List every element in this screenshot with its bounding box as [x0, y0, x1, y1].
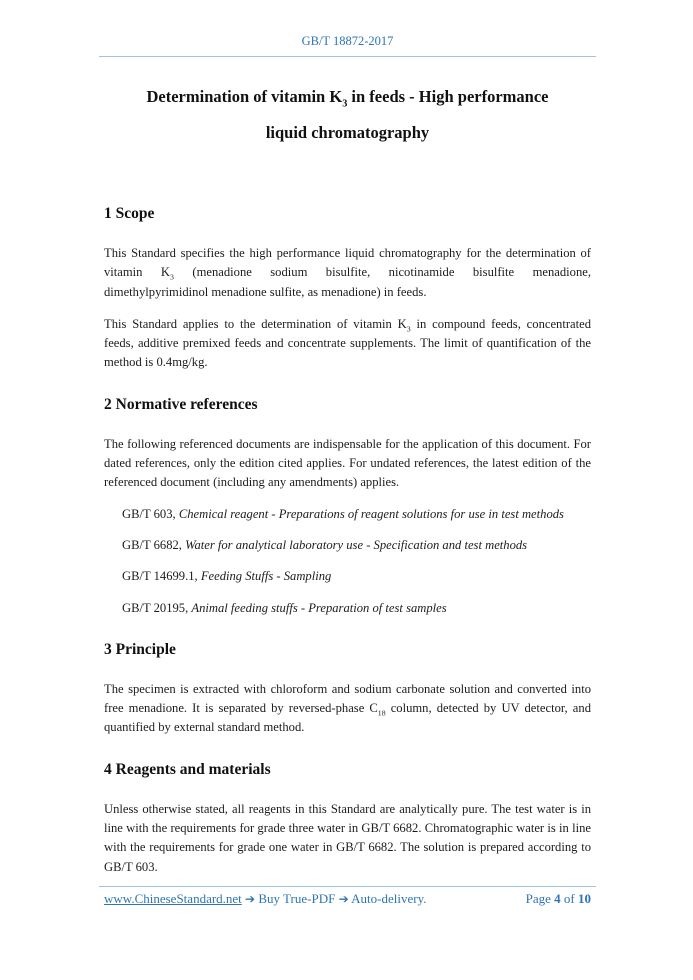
subscript: 18: [377, 708, 386, 718]
reference-code: GB/T 603,: [122, 506, 176, 521]
text-run: column, detected by UV detector, and quantified by external standard method.: [104, 701, 591, 735]
page-footer: [104, 890, 591, 908]
scope-paragraph-2: [104, 315, 591, 373]
reference-code: GB/T 6682,: [122, 537, 182, 552]
footer-action-delivery: Auto-delivery.: [351, 890, 427, 906]
right-arrow-icon: ➔: [338, 891, 349, 906]
reference-item: [104, 567, 591, 586]
reference-title: Chemical reagent - Preparations of reagent solutions for use in test methods: [178, 506, 564, 521]
page-current: 4: [554, 890, 561, 906]
reference-title: Water for analytical laboratory use - Specification and test methods: [185, 537, 528, 552]
subscript: 3: [406, 324, 411, 334]
section-heading-reagents: 4 Reagents and materials: [104, 760, 271, 778]
title-text: Determination of vitamin K: [146, 87, 343, 106]
page-of-label: of: [563, 890, 575, 906]
title-line-2: liquid chromatography: [265, 123, 430, 142]
subscript: 3: [170, 272, 174, 282]
page-total: 10: [578, 890, 591, 906]
right-arrow-icon: ➔: [245, 891, 256, 906]
scope-paragraph-1: [104, 244, 591, 302]
text-run: in compound feeds, concentrated feeds, additive premixed feeds and concentrate supplements. The limit of quantification of the method is 0.4mg/kg.: [104, 316, 592, 370]
reagents-paragraph-1: Unless otherwise stated, all reagents in this Standard are analytically pure. The test water is in line with the requirements for grade three water in GB/T 6682. Chromatographic water is in line with the requirements for grade one water in GB/T 6682. The solution is prepared according to GB/T 603.: [104, 801, 591, 874]
footer-action-buy: Buy True-PDF: [258, 890, 336, 906]
reference-item: [104, 536, 591, 555]
section-heading-normative-references: 2 Normative references: [104, 395, 258, 413]
reference-item: [104, 599, 591, 618]
section-heading-scope: 1 Scope: [104, 205, 155, 222]
header-divider: [99, 56, 596, 57]
title-text: in feeds - High performance: [347, 87, 549, 106]
text-run: The specimen is extracted with chloroform and sodium carbonate solution and converted into free menadione. It is separated by reversed-phase C: [104, 681, 591, 716]
page-label: Page: [525, 890, 551, 906]
reference-title: Animal feeding stuffs - Preparation of test samples: [191, 600, 447, 615]
footer-divider: [99, 886, 596, 887]
section-heading-principle: 3 Principle: [104, 640, 176, 658]
text-run: This Standard applies to the determination of vitamin K: [104, 316, 407, 331]
text-run: This Standard specifies the high performance liquid chromatography for the determination of vitamin K: [104, 246, 591, 280]
normative-paragraph-1: The following referenced documents are indispensable for the application of this document. For dated references, only the edition cited applies. For undated references, the latest edition of the referenced document (including any amendments) applies.: [104, 436, 591, 490]
standard-code: GB/T 18872-2017: [301, 34, 394, 48]
text-run: (menadione sodium bisulfite, nicotinamide bisulfite menadione, dimethylpyrimidinol menadione sulfite, as menadione) in feeds.: [104, 265, 591, 299]
subscript: 3: [342, 98, 348, 110]
reference-item: [104, 505, 591, 524]
reference-code: GB/T 20195,: [122, 600, 189, 615]
title-line-1: [104, 79, 591, 115]
footer-promo: [104, 890, 427, 908]
principle-paragraph-1: [104, 680, 591, 738]
reference-code: GB/T 14699.1,: [122, 569, 198, 584]
page-number: [526, 890, 591, 907]
document-title: [104, 79, 591, 151]
reference-title: Feeding Stuffs - Sampling: [200, 569, 332, 584]
chinesestandard-link[interactable]: www.ChineseStandard.net: [104, 890, 242, 906]
